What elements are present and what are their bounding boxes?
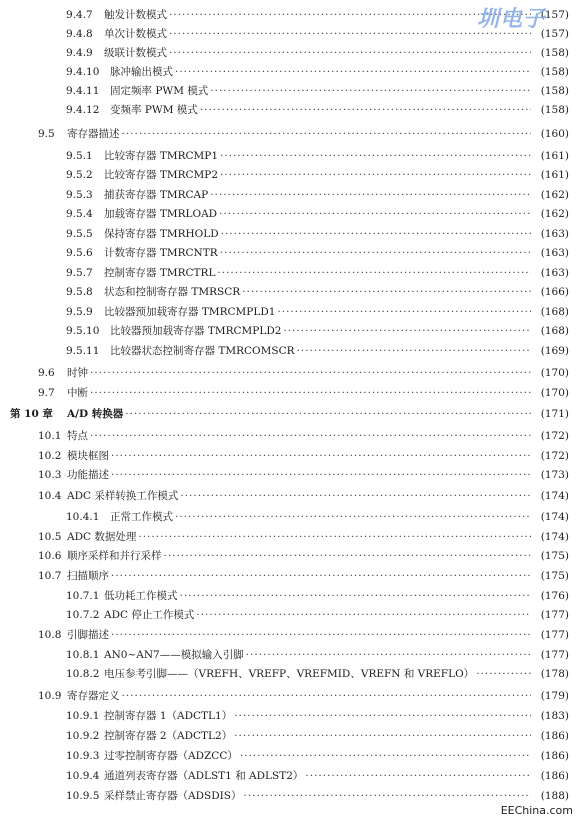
toc-entry-page: (169): [540, 345, 569, 357]
dot-leader: [122, 687, 532, 705]
toc-entry[interactable]: [0, 466, 579, 484]
toc-entry-number: 9.5.5: [66, 228, 93, 240]
dot-leader: [305, 767, 531, 785]
toc-entry[interactable]: [0, 166, 579, 184]
dot-leader: [164, 547, 532, 565]
toc-entry-page: (168): [540, 325, 569, 337]
toc-entry-number: 10.3: [38, 469, 62, 481]
dot-leader: [283, 322, 531, 340]
toc-entry-page: (170): [540, 387, 569, 399]
toc-entry-title: 顺序采样和并行采样: [67, 550, 162, 562]
toc-entry[interactable]: [0, 606, 579, 624]
toc-entry-number: 10.9: [38, 690, 62, 702]
toc-entry-page: (166): [540, 286, 569, 298]
dot-leader: [220, 244, 531, 262]
toc-entry-page: (174): [540, 511, 569, 523]
toc-entry-title: 功能描述: [67, 469, 109, 481]
toc-entry-title: 控制寄存器 1（ADCTL1）: [104, 710, 233, 722]
dot-leader: [169, 44, 531, 62]
dot-leader: [246, 646, 531, 664]
toc-entry-number: 9.7: [38, 387, 55, 399]
toc-entry-page: (163): [540, 247, 569, 259]
toc-entry-title: 扫描顺序: [67, 570, 109, 582]
dot-leader: [111, 626, 531, 644]
toc-entry-number: 9.5.8: [66, 286, 93, 298]
dot-leader: [175, 63, 531, 81]
toc-entry[interactable]: [0, 787, 579, 805]
toc-entry[interactable]: [0, 747, 579, 765]
toc-entry-page: (158): [540, 66, 569, 78]
toc-entry-number: 第 10 章: [10, 408, 53, 420]
toc-entry-page: (160): [540, 128, 569, 140]
toc-entry-title: 捕获寄存器 TMRCAP: [104, 189, 209, 201]
toc-entry[interactable]: [0, 646, 579, 664]
dot-leader: [243, 787, 531, 805]
toc-entry-page: (178): [540, 668, 569, 680]
toc-entry-title: 过零控制寄存器（ADZCC）: [104, 750, 238, 762]
toc-entry-title: 时钟: [67, 367, 88, 379]
toc-entry-page: (161): [540, 150, 569, 162]
toc-entry[interactable]: [0, 205, 579, 223]
toc-entry-page: (183): [540, 710, 569, 722]
toc-entry[interactable]: [0, 405, 579, 423]
toc-entry-number: 10.9.3: [66, 750, 100, 762]
dot-leader: [242, 283, 531, 301]
toc-entry-number: 9.5: [38, 128, 55, 140]
toc-entry-title: 中断: [67, 387, 88, 399]
toc-entry-page: (177): [540, 609, 569, 621]
toc-entry[interactable]: [0, 487, 579, 505]
dot-leader: [111, 567, 531, 585]
toc-entry[interactable]: [0, 626, 579, 644]
toc-entry-number: 10.9.5: [66, 790, 100, 802]
site-watermark: EEChina.com: [500, 804, 573, 817]
toc-entry-number: 9.4.11: [66, 85, 100, 97]
toc-entry-title: 低功耗工作模式: [104, 590, 178, 602]
toc-entry-title: 正常工作模式: [110, 511, 173, 523]
dot-leader: [175, 508, 531, 526]
toc-entry[interactable]: [0, 508, 579, 526]
toc-entry-title: 寄存器定义: [67, 690, 120, 702]
dot-leader: [220, 147, 531, 165]
toc-entry-number: 10.8.2: [66, 668, 100, 680]
toc-entry-page: (177): [540, 649, 569, 661]
toc-entry-number: 9.5.7: [66, 267, 93, 279]
toc-entry[interactable]: [0, 342, 579, 360]
toc-entry[interactable]: [0, 63, 579, 81]
toc-entry-number: 9.5.10: [66, 325, 100, 337]
toc-entry-number: 10.5: [38, 531, 62, 543]
toc-entry[interactable]: [0, 384, 579, 402]
dot-leader: [210, 186, 531, 204]
toc-entry-title: 控制寄存器 TMRCTRL: [104, 267, 216, 279]
toc-entry-number: 10.9.4: [66, 770, 100, 782]
toc-entry-page: (158): [540, 85, 569, 97]
toc-entry-page: (158): [540, 104, 569, 116]
toc-entry-page: (175): [540, 570, 569, 582]
toc-entry-page: (179): [540, 690, 569, 702]
toc-entry-title: 保持寄存器 TMRHOLD: [104, 228, 219, 240]
dot-leader: [180, 587, 532, 605]
toc-entry[interactable]: [0, 125, 579, 143]
toc-entry[interactable]: [0, 264, 579, 282]
toc-entry[interactable]: [0, 427, 579, 445]
toc-entry-title: 比较器预加载寄存器 TMRCMPLD2: [110, 325, 282, 337]
toc-entry-page: (186): [540, 730, 569, 742]
toc-entry[interactable]: [0, 186, 579, 204]
toc-entry-page: (170): [540, 367, 569, 379]
toc-entry-page: (176): [540, 590, 569, 602]
toc-entry-number: 9.5.3: [66, 189, 93, 201]
dot-leader: [476, 665, 531, 683]
dot-leader: [210, 82, 531, 100]
dot-leader: [180, 487, 531, 505]
dot-leader: [200, 101, 531, 119]
toc-entry-title: 引脚描述: [67, 629, 109, 641]
toc-entry-title: ADC 停止工作模式: [104, 609, 195, 621]
toc-entry-title: 比较寄存器 TMRCMP1: [104, 150, 219, 162]
toc-entry-title: 通道列表寄存器（ADLST1 和 ADLST2）: [104, 770, 304, 782]
toc-entry[interactable]: [0, 727, 579, 745]
toc-entry[interactable]: [0, 283, 579, 301]
toc-entry-number: 9.5.11: [66, 345, 100, 357]
toc-entry-title: A/D 转换器: [67, 408, 124, 420]
toc-entry[interactable]: [0, 567, 579, 585]
toc-entry-number: 10.6: [38, 550, 62, 562]
toc-entry-page: (171): [540, 408, 569, 420]
dot-leader: [221, 225, 531, 243]
toc-entry[interactable]: [0, 547, 579, 565]
toc-entry-title: 模块框图: [67, 450, 109, 462]
toc-entry-title: 特点: [67, 430, 88, 442]
toc-entry-page: (168): [540, 306, 569, 318]
brand-logo: 圳电子: [477, 7, 547, 32]
toc-entry-page: (188): [540, 790, 569, 802]
toc-entry-page: (162): [540, 208, 569, 220]
toc-entry-title: ADC 采样转换工作模式: [67, 490, 179, 502]
toc-entry-page: (163): [540, 228, 569, 240]
dot-leader: [220, 166, 531, 184]
dot-leader: [297, 342, 531, 360]
toc-entry-title: ADC 数据处理: [67, 531, 137, 543]
toc-entry-page: (172): [540, 450, 569, 462]
toc-entry[interactable]: [0, 767, 579, 785]
dot-leader: [277, 303, 531, 321]
toc-entry-page: (161): [540, 169, 569, 181]
toc-entry-title: 寄存器描述: [67, 128, 120, 140]
toc-entry-title: 固定频率 PWM 模式: [110, 85, 209, 97]
toc-entry-page: (186): [540, 750, 569, 762]
dot-leader: [240, 747, 531, 765]
toc-entry[interactable]: [0, 101, 579, 119]
toc-entry[interactable]: [0, 322, 579, 340]
toc-entry-number: 9.5.9: [66, 306, 93, 318]
toc-entry-page: (177): [540, 629, 569, 641]
toc-entry-number: 10.7: [38, 570, 62, 582]
toc-entry-page: (172): [540, 430, 569, 442]
toc-entry-number: 9.4.9: [66, 47, 93, 59]
dot-leader: [234, 707, 531, 725]
toc-entry-number: 9.5.1: [66, 150, 93, 162]
toc-entry-number: 10.4.1: [66, 511, 100, 523]
toc-entry-title: 脉冲输出模式: [110, 66, 173, 78]
dot-leader: [219, 205, 531, 223]
toc-entry-title: 控制寄存器 2（ADCTL2）: [104, 730, 233, 742]
toc-entry[interactable]: [0, 528, 579, 546]
toc-entry-title: 采样禁止寄存器（ADSDIS）: [104, 790, 242, 802]
toc-entry[interactable]: [0, 244, 579, 262]
toc-entry-number: 9.4.7: [66, 9, 93, 21]
dot-leader: [217, 264, 531, 282]
toc-entry-number: 10.9.2: [66, 730, 100, 742]
toc-entry[interactable]: [0, 303, 579, 321]
dot-leader: [90, 427, 531, 445]
toc-entry-number: 9.4.12: [66, 104, 100, 116]
dot-leader: [138, 528, 531, 546]
toc-entry-number: 9.4.10: [66, 66, 100, 78]
toc-entry-title: 比较器状态控制寄存器 TMRCOMSCR: [110, 345, 295, 357]
dot-leader: [122, 125, 532, 143]
toc-entry-number: 9.6: [38, 367, 55, 379]
toc-entry-title: AN0~AN7——模拟输入引脚: [104, 649, 244, 661]
toc-entry-page: (158): [540, 47, 569, 59]
toc-entry-title: 触发计数模式: [104, 9, 167, 21]
toc-entry-page: (163): [540, 267, 569, 279]
toc-entry-title: 计数寄存器 TMRCNTR: [104, 247, 218, 259]
dot-leader: [234, 727, 531, 745]
toc-entry-number: 10.1: [38, 430, 62, 442]
toc-entry[interactable]: [0, 687, 579, 705]
toc-entry-page: (162): [540, 189, 569, 201]
toc-entry[interactable]: [0, 364, 579, 382]
toc-entry-number: 9.5.6: [66, 247, 93, 259]
toc-entry-title: 单次计数模式: [104, 28, 167, 40]
dot-leader: [111, 466, 531, 484]
toc-entry-title: 比较寄存器 TMRCMP2: [104, 169, 219, 181]
toc-entry[interactable]: [0, 147, 579, 165]
toc-entry-page: (174): [540, 531, 569, 543]
toc-entry-number: 9.5.4: [66, 208, 93, 220]
toc-entry[interactable]: [0, 447, 579, 465]
dot-leader: [125, 405, 531, 423]
toc-entry-number: 10.9.1: [66, 710, 100, 722]
toc-entry-title: 级联计数模式: [104, 47, 167, 59]
dot-leader: [111, 447, 531, 465]
dot-leader: [90, 384, 531, 402]
toc-entry-page: (173): [540, 469, 569, 481]
toc-entry-title: 加载寄存器 TMRLOAD: [104, 208, 218, 220]
toc-entry-number: 10.4: [38, 490, 62, 502]
toc-entry[interactable]: [0, 44, 579, 62]
toc-entry-title: 状态和控制寄存器 TMRSCR: [104, 286, 241, 298]
dot-leader: [196, 606, 531, 624]
toc-entry-title: 比较器预加载寄存器 TMRCMPLD1: [104, 306, 276, 318]
toc-entry-page: (157): [540, 28, 569, 40]
toc-entry-page: (186): [540, 770, 569, 782]
dot-leader: [90, 364, 531, 382]
toc-entry-number: 10.7.2: [66, 609, 100, 621]
toc-entry-title: 电压参考引脚——（VREFH、VREFP、VREFMID、VREFN 和 VREFLO）: [104, 668, 475, 680]
toc-entry[interactable]: [0, 665, 579, 683]
toc-entry-title: 变频率 PWM 模式: [110, 104, 198, 116]
toc-entry[interactable]: [0, 587, 579, 605]
toc-entry-number: 9.4.8: [66, 28, 93, 40]
toc-entry-number: 10.7.1: [66, 590, 100, 602]
toc-entry-page: (175): [540, 550, 569, 562]
toc-entry[interactable]: [0, 82, 579, 100]
toc-entry[interactable]: [0, 707, 579, 725]
toc-entry-number: 9.5.2: [66, 169, 93, 181]
toc-entry[interactable]: [0, 225, 579, 243]
toc-entry-page: (174): [540, 490, 569, 502]
toc-entry-number: 10.8.1: [66, 649, 100, 661]
toc-entry-number: 10.8: [38, 629, 62, 641]
toc-entry-number: 10.2: [38, 450, 62, 462]
toc-entry-page: (157): [540, 9, 569, 21]
